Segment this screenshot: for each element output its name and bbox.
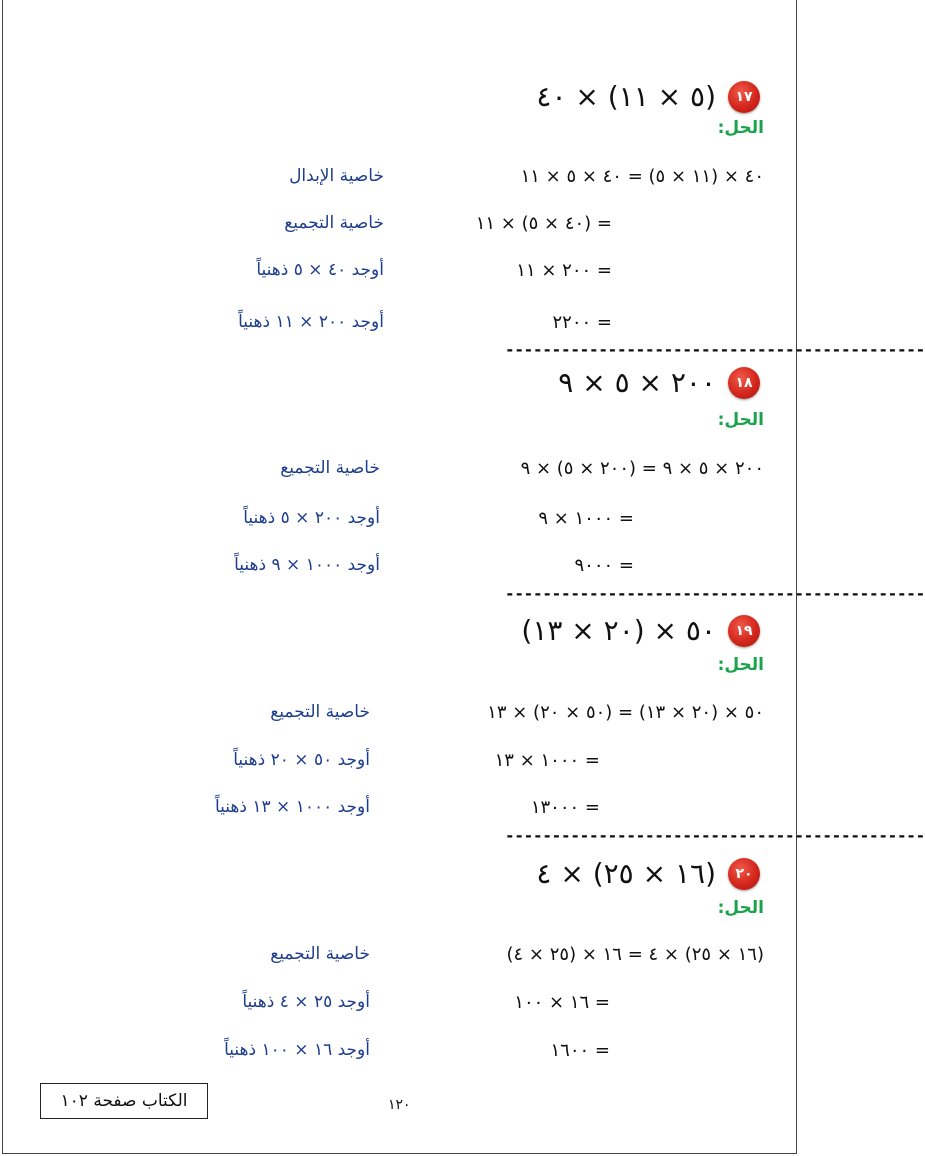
solution-step-math: = ٩٠٠٠ (574, 555, 634, 576)
section-separator: --------------------------------------------- (505, 584, 925, 603)
solution-label: الحل: (717, 410, 764, 430)
solution-step-note: أوجد ١٠٠٠ × ٩ ذهنياً (234, 555, 380, 575)
problem-number-badge: ٢٠ (728, 858, 760, 890)
solution-step-note: خاصية التجميع (270, 702, 370, 722)
solution-step-math: = ١٠٠٠ × ٩ (538, 508, 634, 529)
solution-step-math: ٥٠ × (٢٠ × ١٣) = (٥٠ × ٢٠) × ١٣ (487, 702, 764, 723)
solution-step-math: = ٢٢٠٠ (552, 312, 612, 333)
problem-expression: ٥٠ × (٢٠ × ١٣) (521, 614, 716, 647)
solution-label: الحل: (717, 655, 764, 675)
solution-label: الحل: (717, 898, 764, 918)
problem-number-badge: ١٩ (728, 615, 760, 647)
problem-expression: (١٦ × ٢٥) × ٤ (536, 857, 716, 890)
solution-step-math: = ١٠٠٠ × ١٣ (494, 750, 600, 771)
section-separator: --------------------------------------------- (505, 340, 925, 359)
problem-number-badge: ١٨ (728, 367, 760, 399)
problem-17-header (536, 80, 760, 113)
solution-step-note: خاصية التجميع (280, 458, 380, 478)
solution-step-note: أوجد ١٠٠٠ × ١٣ ذهنياً (214, 797, 370, 817)
problem-19-header (521, 614, 760, 647)
solution-step-math: ٢٠٠ × ٥ × ٩ = (٢٠٠ × ٥) × ٩ (520, 458, 764, 479)
problem-20-header (536, 857, 760, 890)
solution-step-math: = ٢٠٠ × ١١ (516, 260, 612, 281)
solution-label: الحل: (717, 118, 764, 138)
solution-step-note: أوجد ٢٥ × ٤ ذهنياً (242, 992, 370, 1012)
solution-step-note: أوجد ٥٠ × ٢٠ ذهنياً (233, 750, 370, 770)
solution-step-math: ٤٠ × (١١ × ٥) = ٤٠ × ٥ × ١١ (520, 166, 764, 187)
page-number: ١٢٠ (388, 1097, 411, 1113)
solution-step-math: = ١٦ × ١٠٠ (514, 992, 610, 1013)
solution-step-math: = (٤٠ × ٥) × ١١ (475, 213, 612, 234)
solution-step-note: خاصية التجميع (270, 944, 370, 964)
solution-step-note: أوجد ٤٠ × ٥ ذهنياً (256, 260, 384, 280)
problem-expression: (٥ × ١١) × ٤٠ (536, 80, 716, 113)
solution-step-note: أوجد ٢٠٠ × ٥ ذهنياً (243, 508, 380, 528)
solution-step-note: خاصية التجميع (284, 213, 384, 233)
solution-step-note: أوجد ٢٠٠ × ١١ ذهنياً (238, 312, 384, 332)
solution-step-note: أوجد ١٦ × ١٠٠ ذهنياً (224, 1040, 370, 1060)
section-separator: --------------------------------------------- (505, 826, 925, 845)
problem-number-badge: ١٧ (728, 81, 760, 113)
problem-expression: ٢٠٠ × ٥ × ٩ (558, 366, 716, 399)
solution-step-math: (١٦ × ٢٥) × ٤ = ١٦ × (٢٥ × ٤) (506, 944, 764, 965)
solution-step-note: خاصية الإبدال (289, 166, 384, 186)
solution-step-math: = ١٣٠٠٠ (530, 797, 600, 818)
book-page-reference: الكتاب صفحة ١٠٢ (40, 1083, 208, 1119)
problem-18-header (558, 366, 760, 399)
solution-step-math: = ١٦٠٠ (550, 1040, 610, 1061)
